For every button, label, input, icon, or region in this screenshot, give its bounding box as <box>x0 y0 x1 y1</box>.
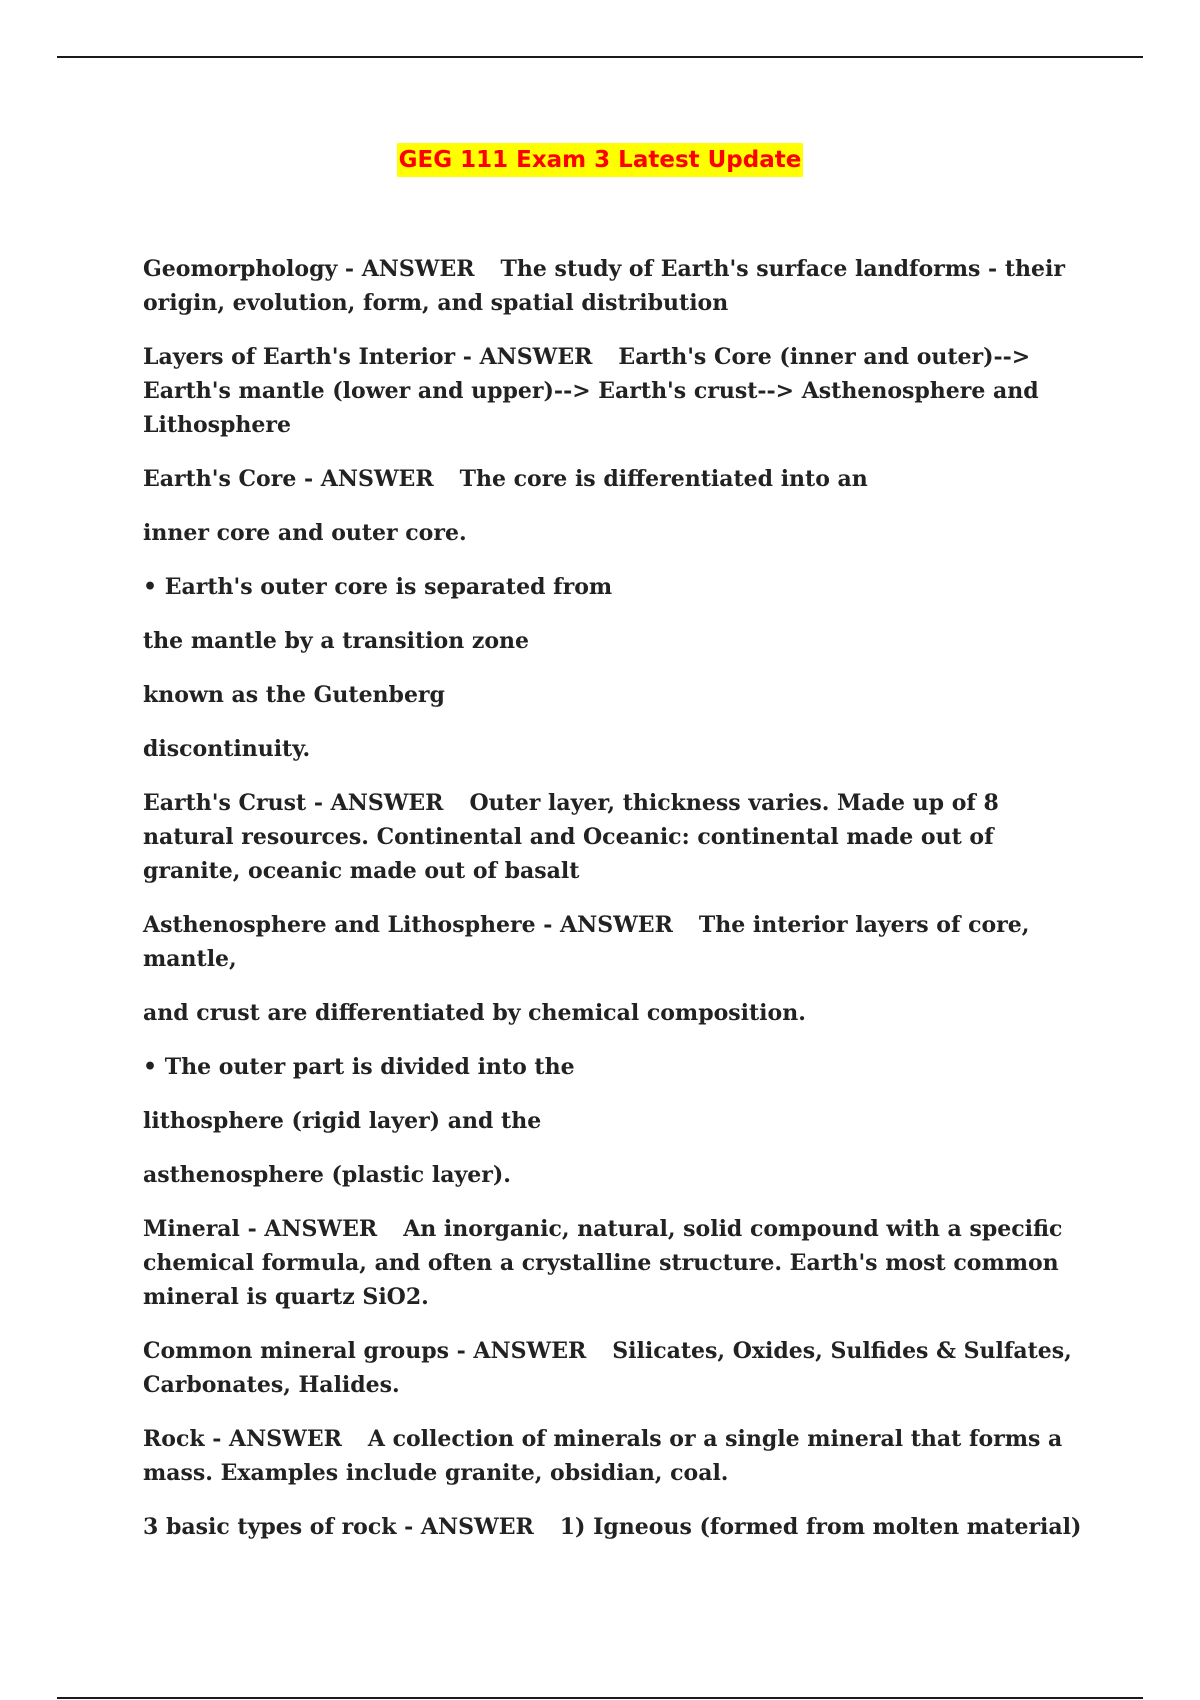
entry-earths-core <box>143 462 1093 496</box>
entry-term: Layers of Earth's Interior - ANSWER <box>143 344 593 370</box>
entry-term: Geomorphology - ANSWER <box>143 256 475 282</box>
document-body <box>143 252 1093 1564</box>
entry-rock-types <box>143 1510 1093 1544</box>
entry-layers-of-earth <box>143 340 1093 442</box>
entry-answer: 1) Igneous (formed from molten material) <box>559 1514 1082 1540</box>
entry-term: Earth's Core - ANSWER <box>143 466 434 492</box>
entry-term: Rock - ANSWER <box>143 1426 342 1452</box>
entry-term: Common mineral groups - ANSWER <box>143 1338 587 1364</box>
continuation-line: • Earth's outer core is separated from <box>143 574 613 600</box>
entry-answer: The core is differentiated into an <box>459 466 868 492</box>
entry-term: 3 basic types of rock - ANSWER <box>143 1514 534 1540</box>
continuation-line: lithosphere (rigid layer) and the <box>143 1108 542 1134</box>
entry-mineral <box>143 1212 1093 1314</box>
entry-asthenosphere-lithosphere <box>143 908 1093 976</box>
title-container <box>0 143 1200 177</box>
entry-answer: The study of Earth's surface landforms - their origin, evolution, form, and spatial distribution <box>143 256 1073 316</box>
entry-rock <box>143 1422 1093 1490</box>
entry-answer: A collection of minerals or a single mineral that forms a mass. Examples include granite, obsidian, coal. <box>143 1426 1070 1486</box>
continuation-line: asthenosphere (plastic layer). <box>143 1162 511 1188</box>
entry-geomorphology <box>143 252 1093 320</box>
entry-answer: The interior layers of core, mantle, <box>143 912 1038 972</box>
entry-answer: Silicates, Oxides, Sulfides & Sulfates, Carbonates, Halides. <box>143 1338 1080 1398</box>
entry-answer: Earth's Core (inner and outer)--> Earth's mantle (lower and upper)--> Earth's crust--> Asthenosphere and Lithosphere <box>143 344 1047 438</box>
top-rule <box>57 56 1143 58</box>
bottom-rule <box>57 1697 1143 1699</box>
continuation-line: inner core and outer core. <box>143 520 467 546</box>
entry-answer: An inorganic, natural, solid compound with a specific chemical formula, and often a crystalline structure. Earth's most common mineral is quartz SiO2. <box>143 1216 1071 1310</box>
continuation-line: and crust are differentiated by chemical composition. <box>143 1000 806 1026</box>
entry-earths-crust <box>143 786 1093 888</box>
continuation-line: known as the Gutenberg <box>143 682 445 708</box>
continuation-line: • The outer part is divided into the <box>143 1054 575 1080</box>
continuation-line: discontinuity. <box>143 736 311 762</box>
entry-term: Asthenosphere and Lithosphere - ANSWER <box>143 912 673 938</box>
entry-term: Mineral - ANSWER <box>143 1216 378 1242</box>
entry-common-mineral-groups <box>143 1334 1093 1402</box>
entry-term: Earth's Crust - ANSWER <box>143 790 444 816</box>
continuation-line: the mantle by a transition zone <box>143 628 530 654</box>
document-title: GEG 111 Exam 3 Latest Update <box>397 143 804 177</box>
entry-answer: Outer layer, thickness varies. Made up of 8 natural resources. Continental and Oceanic: continental made out of granite, oceanic made out of basalt <box>143 790 1007 884</box>
